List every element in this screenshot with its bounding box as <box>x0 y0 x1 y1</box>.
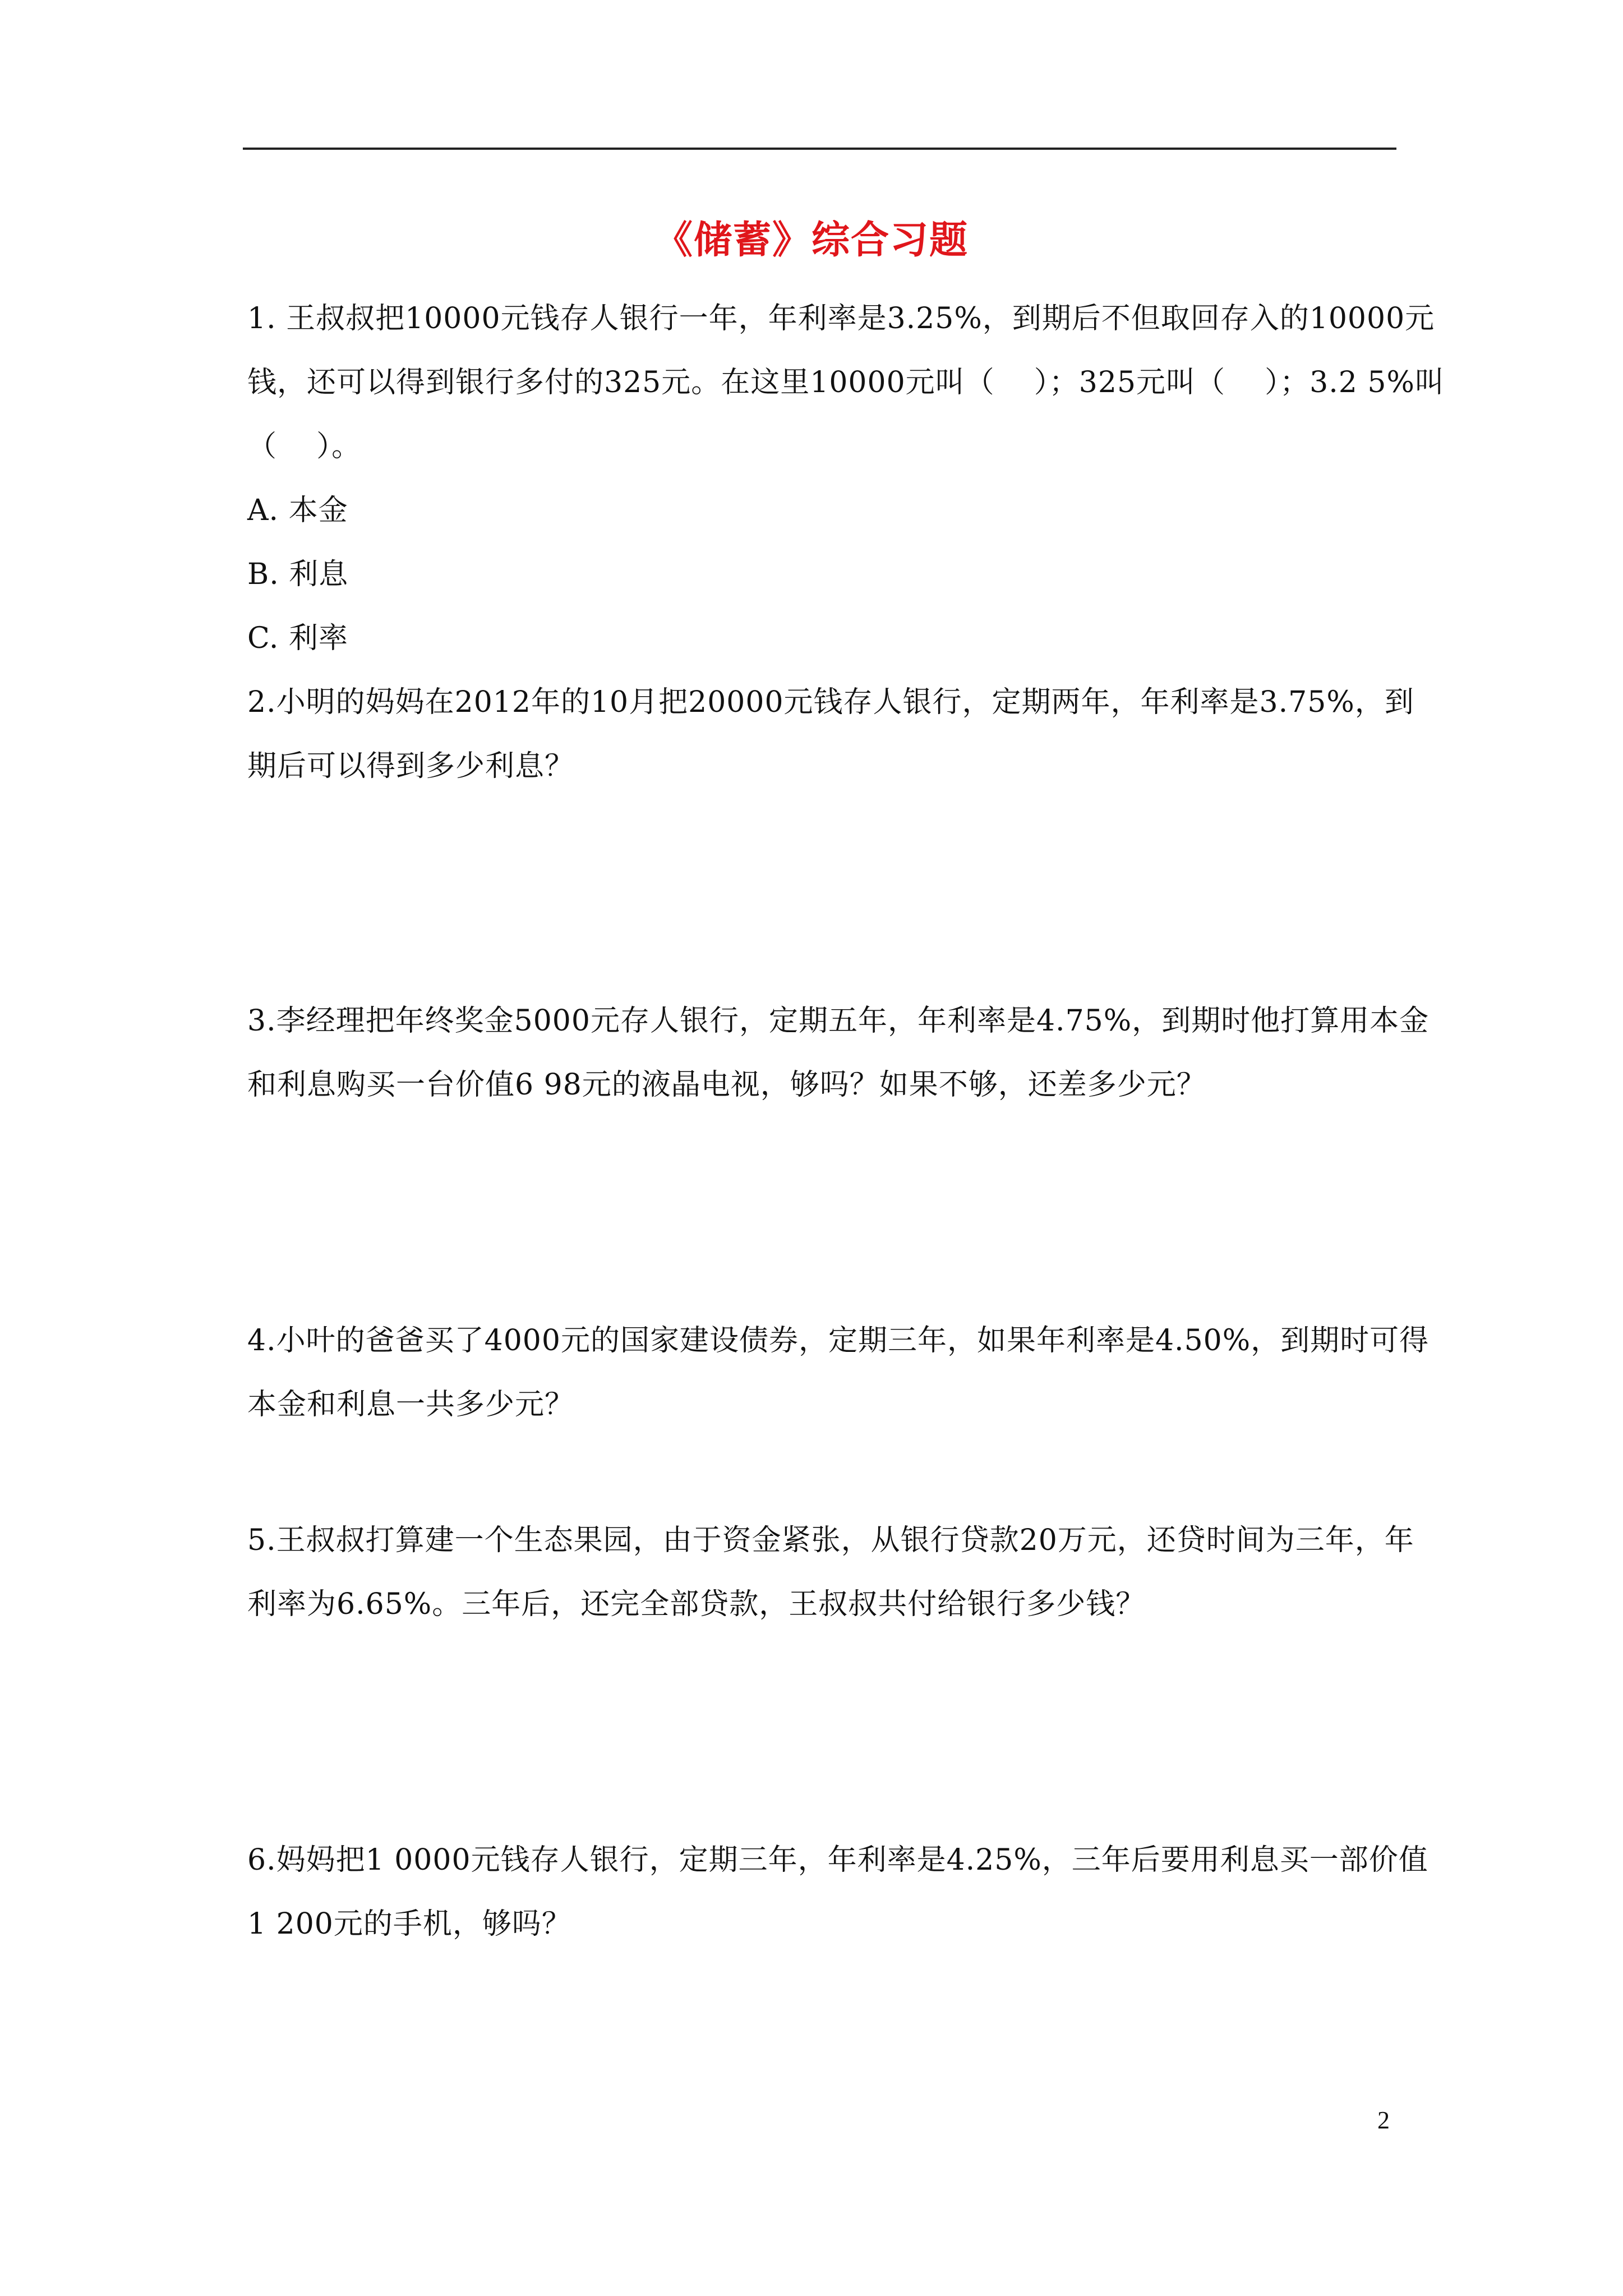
question-4-line-1: 4.小叶的爸爸买了4000元的国家建设债券，定期三年，如果年利率是4.50%，到期时可得 <box>247 1324 1430 1358</box>
question-1-option-b: B. 利息 <box>247 558 349 591</box>
question-4-line-2: 本金和利息一共多少元？ <box>247 1388 575 1421</box>
question-1-option-c: C. 利率 <box>247 622 348 655</box>
question-6-line-2: 1 200元的手机，够吗？ <box>247 1907 571 1941</box>
question-3-line-1: 3.李经理把年终奖金5000元存人银行，定期五年，年利率是4.75%，到期时他打算用本金 <box>247 1004 1430 1038</box>
question-5-line-2: 利率为6.65%。三年后，还完全部贷款，王叔叔共付给银行多少钱？ <box>247 1588 1146 1621</box>
question-1-option-a: A. 本金 <box>247 494 348 527</box>
question-1-line-3: （ ）。 <box>247 430 362 463</box>
question-6-line-1: 6.妈妈把1 0000元钱存人银行，定期三年，年利率是4.25%，三年后要用利息买一部价值 <box>247 1843 1428 1877</box>
question-1-line-2: 钱，还可以得到银行多付的325元。在这里10000元叫（ ）；325元叫（ ）；3.2 5%叫 <box>247 366 1445 399</box>
page-number: 2 <box>1377 2106 1390 2134</box>
page-title: 《储蓄》综合习题 <box>654 218 969 263</box>
question-3-line-2: 和利息购买一台价值6 98元的液晶电视，够吗？如果不够，还差多少元？ <box>247 1068 1206 1102</box>
question-5-line-1: 5.王叔叔打算建一个生态果园，由于资金紧张，从银行贷款20万元，还贷时间为三年，年 <box>247 1524 1414 1557</box>
question-2-line-2: 期后可以得到多少利息？ <box>247 749 575 783</box>
question-2-line-1: 2.小明的妈妈在2012年的10月把20000元钱存人银行，定期两年，年利率是3.75%，到 <box>247 685 1414 719</box>
header-divider <box>243 148 1396 150</box>
question-1-line-1: 1. 王叔叔把10000元钱存人银行一年，年利率是3.25%，到期后不但取回存入的10000元 <box>247 302 1435 335</box>
